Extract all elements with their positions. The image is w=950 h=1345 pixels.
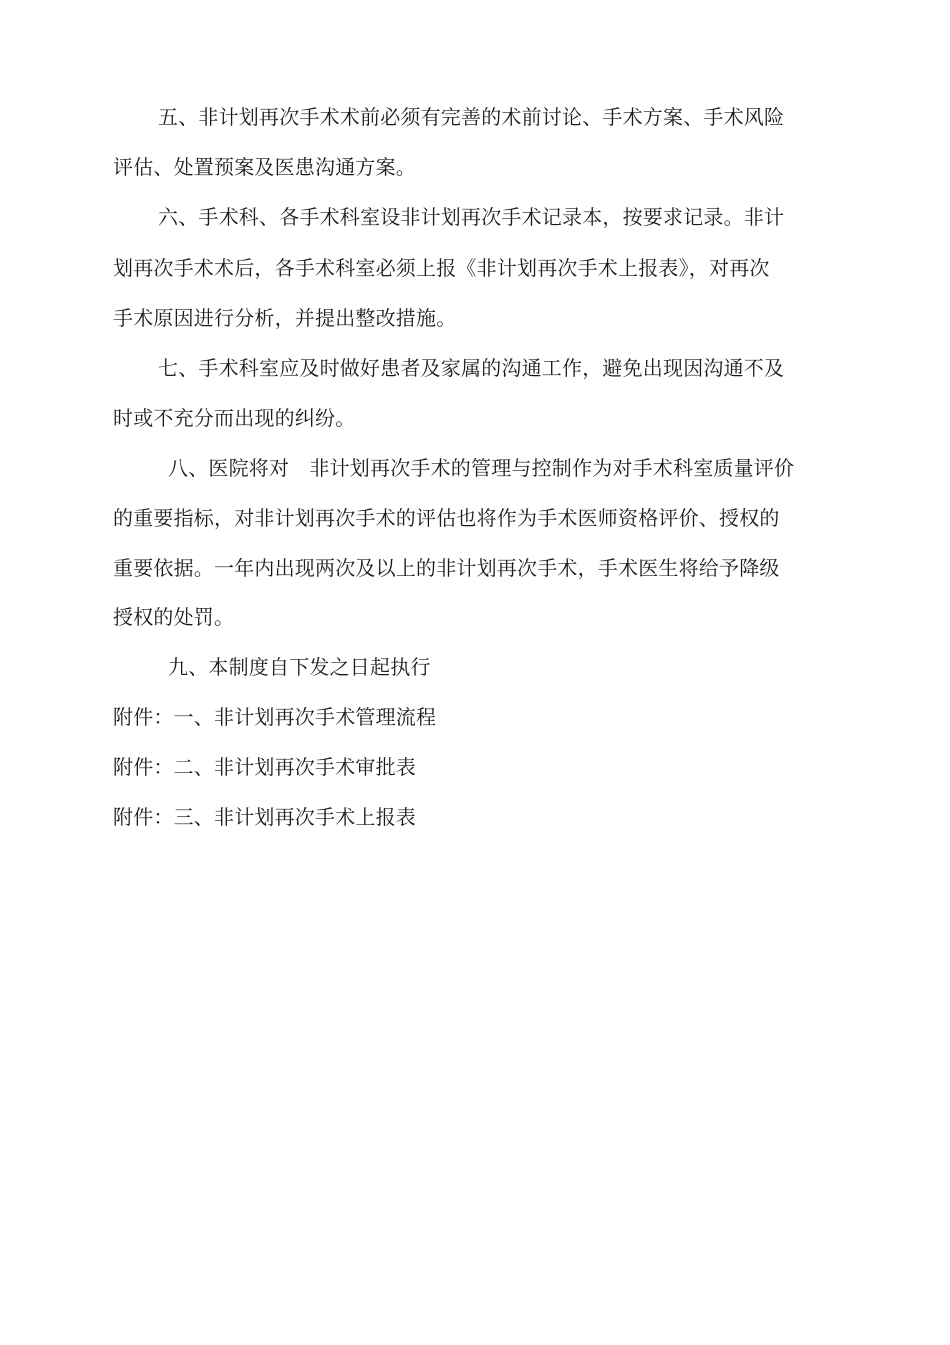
paragraph-7-line-1: 七、手术科室应及时做好患者及家属的沟通工作，避免出现因沟通不及 xyxy=(158,356,785,380)
paragraph-6-line-2: 划再次手术术后，各手术科室必须上报《非计划再次手术上报表》，对再次 xyxy=(113,256,770,280)
paragraph-6-line-3: 手术原因进行分析，并提出整改措施。 xyxy=(113,306,457,330)
paragraph-8-line-4: 授权的处罚。 xyxy=(113,605,235,629)
paragraph-8-line-2: 的重要指标，对非计划再次手术的评估也将作为手术医师资格评价、授权的 xyxy=(113,506,780,530)
attachment-1: 附件：一、非计划再次手术管理流程 xyxy=(113,705,437,729)
attachment-2: 附件：二、非计划再次手术审批表 xyxy=(113,755,416,779)
paragraph-8-line-1: 八、医院将对 非计划再次手术的管理与控制作为对手术科室质量评价 xyxy=(168,456,795,480)
paragraph-8-line-3: 重要依据。一年内出现两次及以上的非计划再次手术，手术医生将给予降级 xyxy=(113,556,780,580)
paragraph-7-line-2: 时或不充分而出现的纠纷。 xyxy=(113,406,356,430)
paragraph-9-line-1: 九、本制度自下发之日起执行 xyxy=(168,655,431,679)
paragraph-6-line-1: 六、手术科、各手术科室设非计划再次手术记录本，按要求记录。非计 xyxy=(158,205,785,229)
attachment-3: 附件：三、非计划再次手术上报表 xyxy=(113,805,416,829)
paragraph-5-line-2: 评估、处置预案及医患沟通方案。 xyxy=(113,155,416,179)
paragraph-5-line-1: 五、非计划再次手术术前必须有完善的术前讨论、手术方案、手术风险 xyxy=(158,105,785,129)
